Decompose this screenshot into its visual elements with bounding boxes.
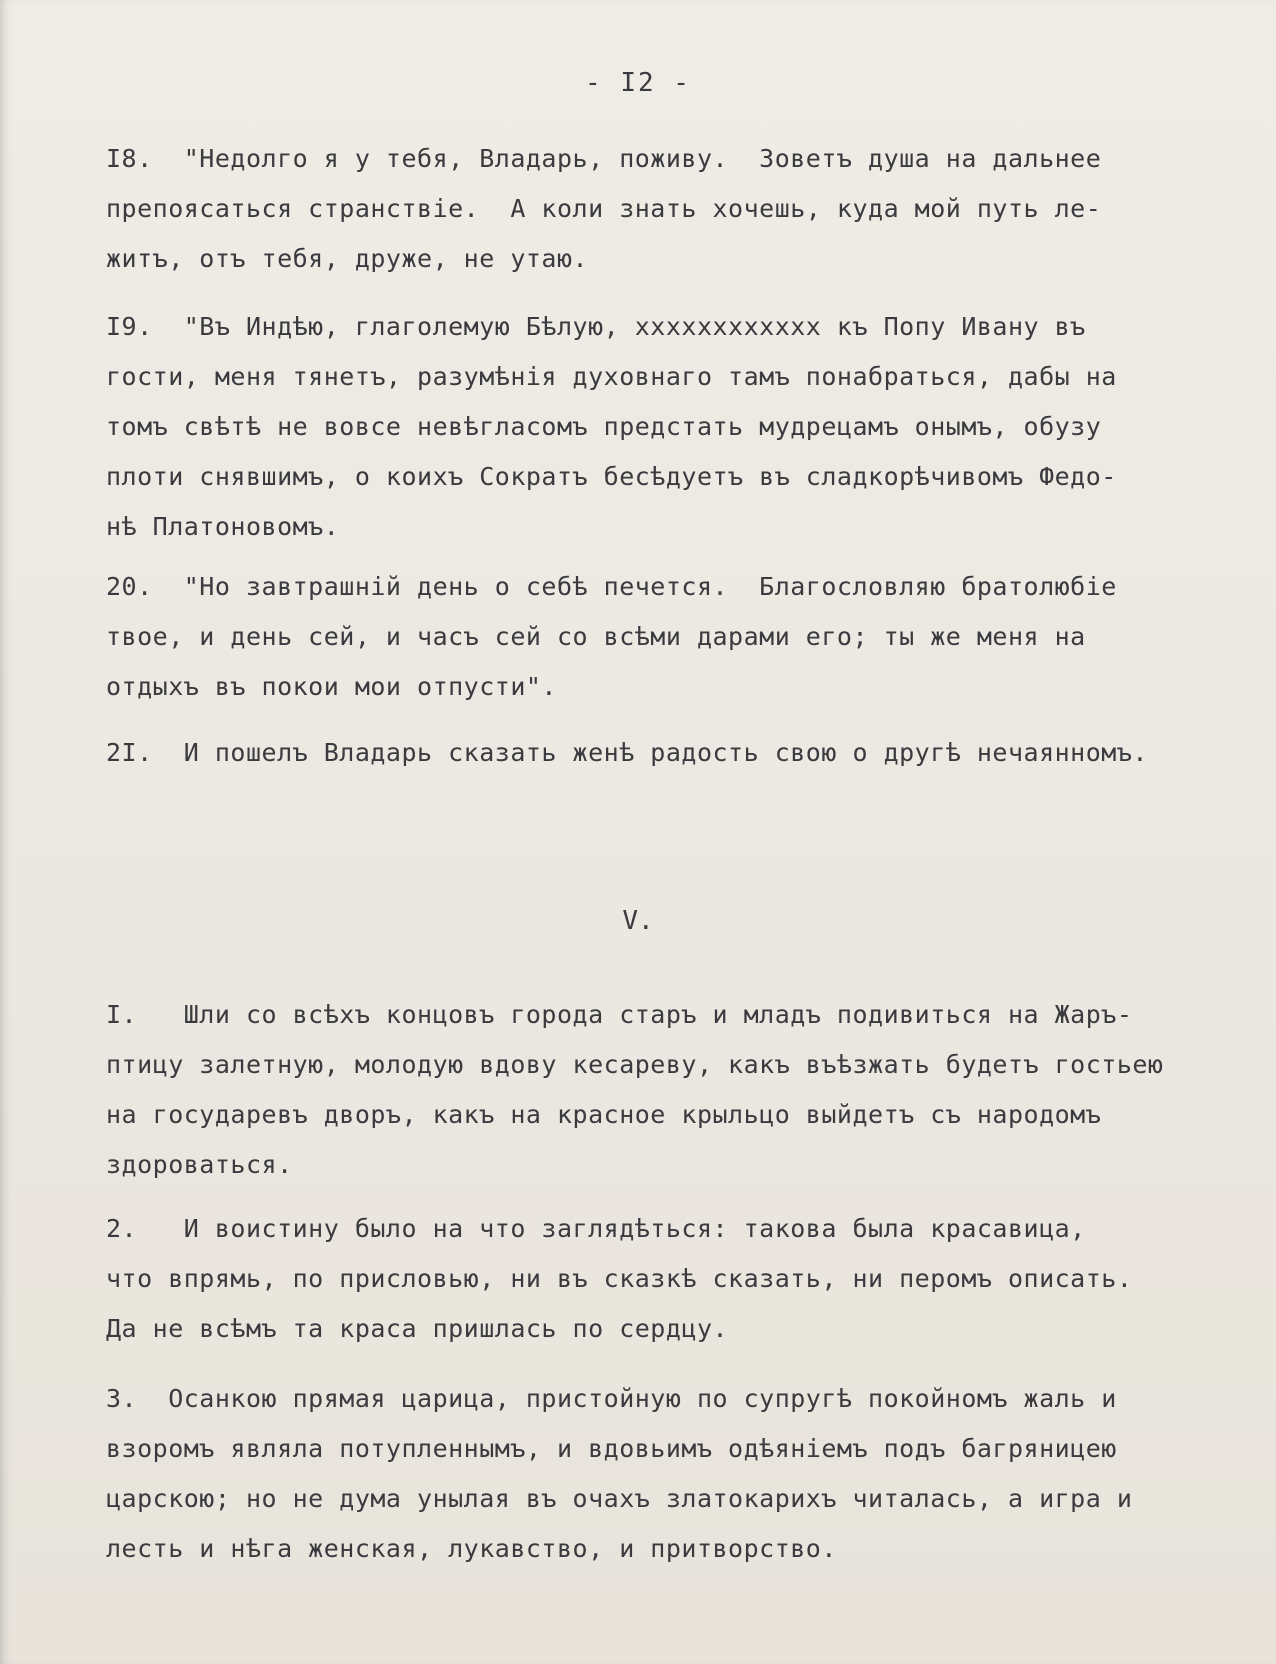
section-heading: V.	[622, 906, 654, 936]
text-line: лесть и нѣга женская, лукавство, и притворство.	[106, 1534, 837, 1563]
text-line: отдыхъ въ покои мои отпусти".	[106, 672, 557, 701]
text-line: 2. И воистину было на что заглядѣться: такова была красавица,	[106, 1214, 1086, 1243]
section-v-paragraph-2	[106, 1204, 1226, 1354]
text-line: на государевъ дворъ, какъ на красное крыльцо выйдетъ съ народомъ	[106, 1100, 1102, 1129]
paragraph-21	[106, 728, 1226, 778]
text-line: житъ, отъ тебя, друже, не утаю.	[106, 244, 589, 273]
text-line: здороваться.	[106, 1150, 293, 1179]
text-line: гости, меня тянетъ, разумѣнія духовнаго тамъ понабраться, дабы на	[106, 362, 1117, 391]
paragraph-20	[106, 562, 1226, 712]
paragraph-18	[106, 134, 1226, 284]
text-line: томъ свѣтѣ не вовсе невѣгласомъ предстать мудрецамъ онымъ, обузу	[106, 412, 1102, 441]
text-line: препоясаться странствіе. А коли знать хочешь, куда мой путь ле-	[106, 194, 1102, 223]
text-line: царскою; но не дума унылая въ очахъ златокарихъ читалась, а игра и	[106, 1484, 1133, 1513]
section-v-paragraph-3	[106, 1374, 1226, 1574]
text-line: I. Шли со всѣхъ концовъ города старъ и младъ подивиться на Жаръ-	[106, 1000, 1133, 1029]
text-line: 3. Осанкою прямая царица, пристойную по супругѣ покойномъ жаль и	[106, 1384, 1117, 1413]
text-line: 2I. И пошелъ Владарь сказать женѣ радость свою о другѣ нечаянномъ.	[106, 738, 1148, 767]
text-line: твое, и день сей, и часъ сей со всѣми дарами его; ты же меня на	[106, 622, 1086, 651]
text-line: 20. "Но завтрашній день о себѣ печется. Благословляю братолюбіе	[106, 572, 1117, 601]
paragraph-19	[106, 302, 1226, 552]
text-line: плоти снявшимъ, о коихъ Сократъ бесѣдуетъ въ сладкорѣчивомъ Федо-	[106, 462, 1117, 491]
section-v-paragraph-1	[106, 990, 1226, 1190]
text-line: Да не всѣмъ та краса пришлась по сердцу.	[106, 1314, 729, 1343]
text-line: птицу залетную, молодую вдову кесареву, какъ въѣзжать будетъ гостьею	[106, 1050, 1164, 1079]
text-line: I8. "Недолго я у тебя, Владарь, поживу. Зоветъ душа на дальнее	[106, 144, 1102, 173]
text-line: нѣ Платоновомъ.	[106, 512, 340, 541]
text-line: I9. "Въ Индѣю, глаголемую Бѣлую, xxxxxxxxxxxx къ Попу Ивану въ	[106, 312, 1086, 341]
page-number: - I2 -	[585, 68, 691, 98]
text-line: что впрямь, по присловью, ни въ сказкѣ сказать, ни перомъ описать.	[106, 1264, 1133, 1293]
text-line: взоромъ являла потупленнымъ, и вдовьимъ одѣяніемъ подъ багряницею	[106, 1434, 1117, 1463]
